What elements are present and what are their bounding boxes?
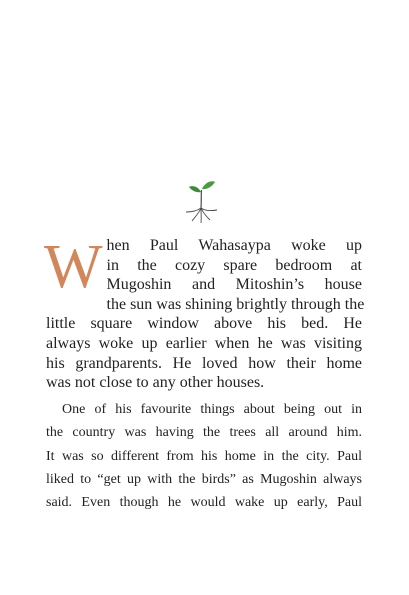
second-paragraph: [46, 398, 362, 515]
text-line: little square window above his bed. He: [46, 315, 362, 333]
text-line: his grandparents. He loved how their home: [46, 354, 362, 372]
sprout-icon: [183, 178, 219, 224]
text-line: in the cozy spare bedroom at: [106, 256, 362, 274]
text-line: always woke up earlier when he was visiting: [46, 334, 362, 352]
text-line: Mugoshin and Mitoshin’s house: [106, 276, 362, 294]
chapter-text: [44, 233, 365, 515]
opening-paragraph: [44, 233, 365, 393]
text-line: One of his favourite things about being out in: [62, 401, 362, 417]
text-line: It was so different from his home in the city. Paul: [46, 448, 362, 464]
text-line: said. Even though he would wake up early, Paul: [46, 495, 362, 511]
text-line: hen Paul Wahasaypa woke up: [106, 237, 362, 254]
drop-cap: W: [44, 233, 103, 301]
text-line: liked to “get up with the birds” as Mugoshin always: [46, 471, 362, 487]
text-line: the sun was shining brightly through the: [106, 295, 365, 313]
text-line: the country was having the trees all around him.: [46, 425, 362, 441]
text-line: was not close to any other houses.: [46, 374, 265, 392]
